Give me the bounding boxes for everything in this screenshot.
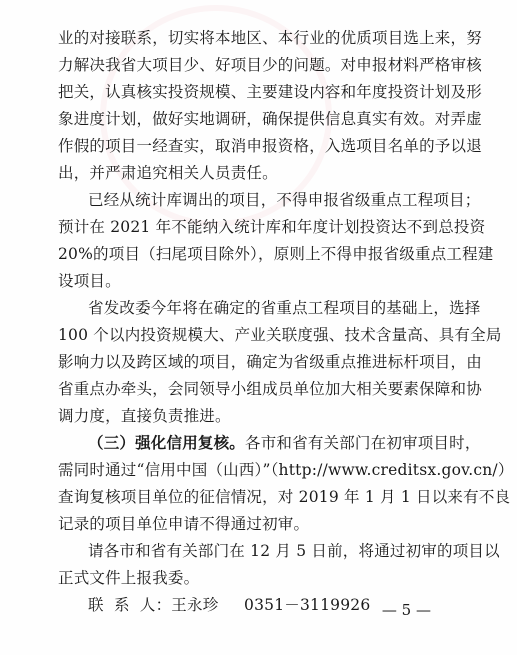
paragraph-1-line-1: 业的对接联系，切实将本地区、本行业的优质项目选上来，努: [58, 29, 482, 47]
paragraph-3-line-4: 省重点办牵头，会同领导小组成员单位加大相关要素保障和协: [58, 380, 482, 398]
paragraph-4-line-3: 查询复核项目单位的征信情况，对 2019 年 1 月 1 日以来有不良: [58, 488, 511, 506]
paragraph-1-line-6: 出，并严肃追究相关人员责任。: [58, 164, 278, 182]
paragraph-3-line-1: 省发改委今年将在确定的省重点工程项目的基础上，选择: [88, 299, 481, 317]
contact-line: 联 系 人：王永珍 0351－3119926: [88, 596, 371, 614]
paragraph-2-line-3: 20%的项目（扫尾项目除外），原则上不得申报省级重点工程建: [58, 245, 494, 263]
page-number: — 5 —: [381, 601, 431, 619]
paragraph-5-line-2: 正式文件上报我委。: [58, 569, 200, 587]
paragraph-3-line-5: 调力度，直接负责推进。: [58, 407, 231, 425]
paragraph-2-line-4: 设项目。: [58, 272, 121, 290]
paragraph-4-line-1: [88, 433, 517, 453]
paragraph-2-line-2: 预计在 2021 年不能纳入统计库和年度计划投资达不到总投资: [58, 218, 486, 236]
paragraph-4-line-2: 需同时通过“信用中国（山西）”（http://www.creditsx.gov.cn/）: [58, 461, 514, 479]
paragraph-2-line-1: 已经从统计库调出的项目，不得申报省级重点工程项目；: [88, 191, 481, 209]
paragraph-1-line-2: 力解决我省大项目少、好项目少的问题。对申报材料严格审核: [58, 56, 482, 74]
paragraph-3-line-2: 100 个以内投资规模大、产业关联度强、技术含量高、具有全局: [58, 326, 502, 344]
paragraph-3-line-3: 影响力以及跨区域的项目，确定为省级重点推进标杆项目，由: [58, 353, 482, 371]
section-heading-credit-review: （三）强化信用复核。: [88, 433, 246, 452]
paragraph-1-line-5: 作假的项目一经查实，取消申报资格，入选项目名单的予以退: [58, 137, 482, 155]
paragraph-1-line-3: 把关，认真核实投资规模、主要建设内容和年度投资计划及形: [58, 83, 482, 101]
paragraph-5-line-1: 请各市和省有关部门在 12 月 5 日前，将通过初审的项目以: [88, 542, 500, 560]
paragraph-1-line-4: 象进度计划，做好实地调研，确保提供信息真实有效。对弄虚: [58, 110, 482, 128]
paragraph-4-line-4: 记录的项目单位申请不得通过初审。: [58, 515, 310, 533]
paragraph-4-line-1-rest: 各市和省有关部门在初审项目时，: [245, 434, 481, 452]
